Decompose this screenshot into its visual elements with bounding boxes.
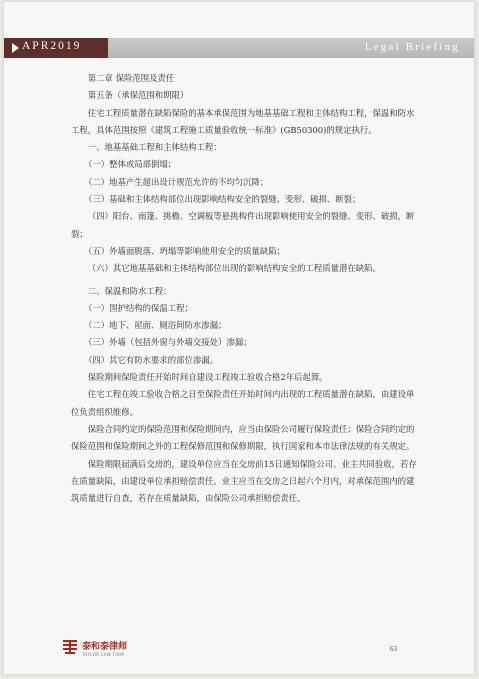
- section-2-title: 二、保温和防水工程：: [87, 285, 172, 296]
- section-1-item: （三）基础和主体结构部位出现影响结构安全的裂缝、变形、破损、断裂；: [84, 194, 361, 205]
- section-1-item: （六）其它地基基础和主体结构部位出现的影响结构安全的工程质量潜在缺陷。: [87, 263, 381, 274]
- firm-name-en: TAYLOR LAW FIRM: [82, 652, 125, 657]
- section-2-item: （一）围护结构的保温工程；: [84, 302, 193, 313]
- paragraph-handover: 保险期限届满后交房的，建设单位应当在交房前15日通知保险公司、业主共同验收，若存在质量缺陷，由建设单位承担赔偿责任。业主应当在交房之日起六个月内，对承保范围内的建筑质量进行自查，若存在质量缺陷，由保险公司承担赔偿责任。: [71, 458, 417, 504]
- paragraph-insurer-duty: 保险合同约定的保险范围和保险期间内，应当由保险公司履行保险责任；保险合同约定的保险范围和保险期间之外的工程保修范围和保修期限，执行国家和本市法律法规的有关规定。: [71, 423, 415, 452]
- article-body: [71, 70, 421, 507]
- chapter-heading: 第二章 保险范围及责任: [87, 73, 175, 83]
- section-2-item: （四）其它有防水要求的部位渗漏。: [84, 354, 218, 365]
- firm-name: 泰和泰律师: [82, 642, 128, 652]
- section-1-item: （一）整体或局部倒塌；: [84, 159, 177, 170]
- paragraph-scope: 住宅工程质量潜在缺陷保险的基本承保范围为地基基础工程和主体结构工程，保温和防水工程，具体范围按照《建筑工程施工质量验收统一标准》(GB50300)的规定执行。: [71, 107, 415, 135]
- page-number: 63: [390, 645, 397, 653]
- paragraph-interim-repair: 住宅工程在竣工验收合格之日至保险责任开始时间内出现的工程质量潜在缺陷，由建设单位负责组织维修。: [71, 389, 415, 417]
- header-arrow-icon: [12, 43, 19, 53]
- header-title: Legal Briefing: [364, 41, 460, 53]
- paragraph-period-start: 保险期间保险责任开始时间自建设工程竣工验收合格2年后起算。: [87, 372, 328, 383]
- section-2-item: （三）外墙（包括外窗与外墙交接处）渗漏；: [84, 337, 252, 348]
- section-1-item: （四）阳台、雨篷、挑檐、空调板等悬挑构件出现影响使用安全的裂缝、变形、破损，断裂；: [71, 211, 415, 239]
- section-1-title: 一、地基基础工程和主体结构工程：: [87, 142, 222, 153]
- section-1-item: （二）地基产生超出设计规范允许的不均匀沉降；: [84, 176, 269, 187]
- article-heading: 第五条（承保范围和期限）: [87, 90, 189, 101]
- document-page: [4, 2, 474, 674]
- header-date: APR2019: [22, 40, 82, 52]
- section-1-item: （五）外墙面脱落、坍塌等影响使用安全的质量缺陷；: [84, 245, 285, 256]
- firm-logo-icon: [62, 639, 78, 655]
- section-2-item: （二）地下、屋面、厕浴间防水渗漏；: [84, 320, 227, 331]
